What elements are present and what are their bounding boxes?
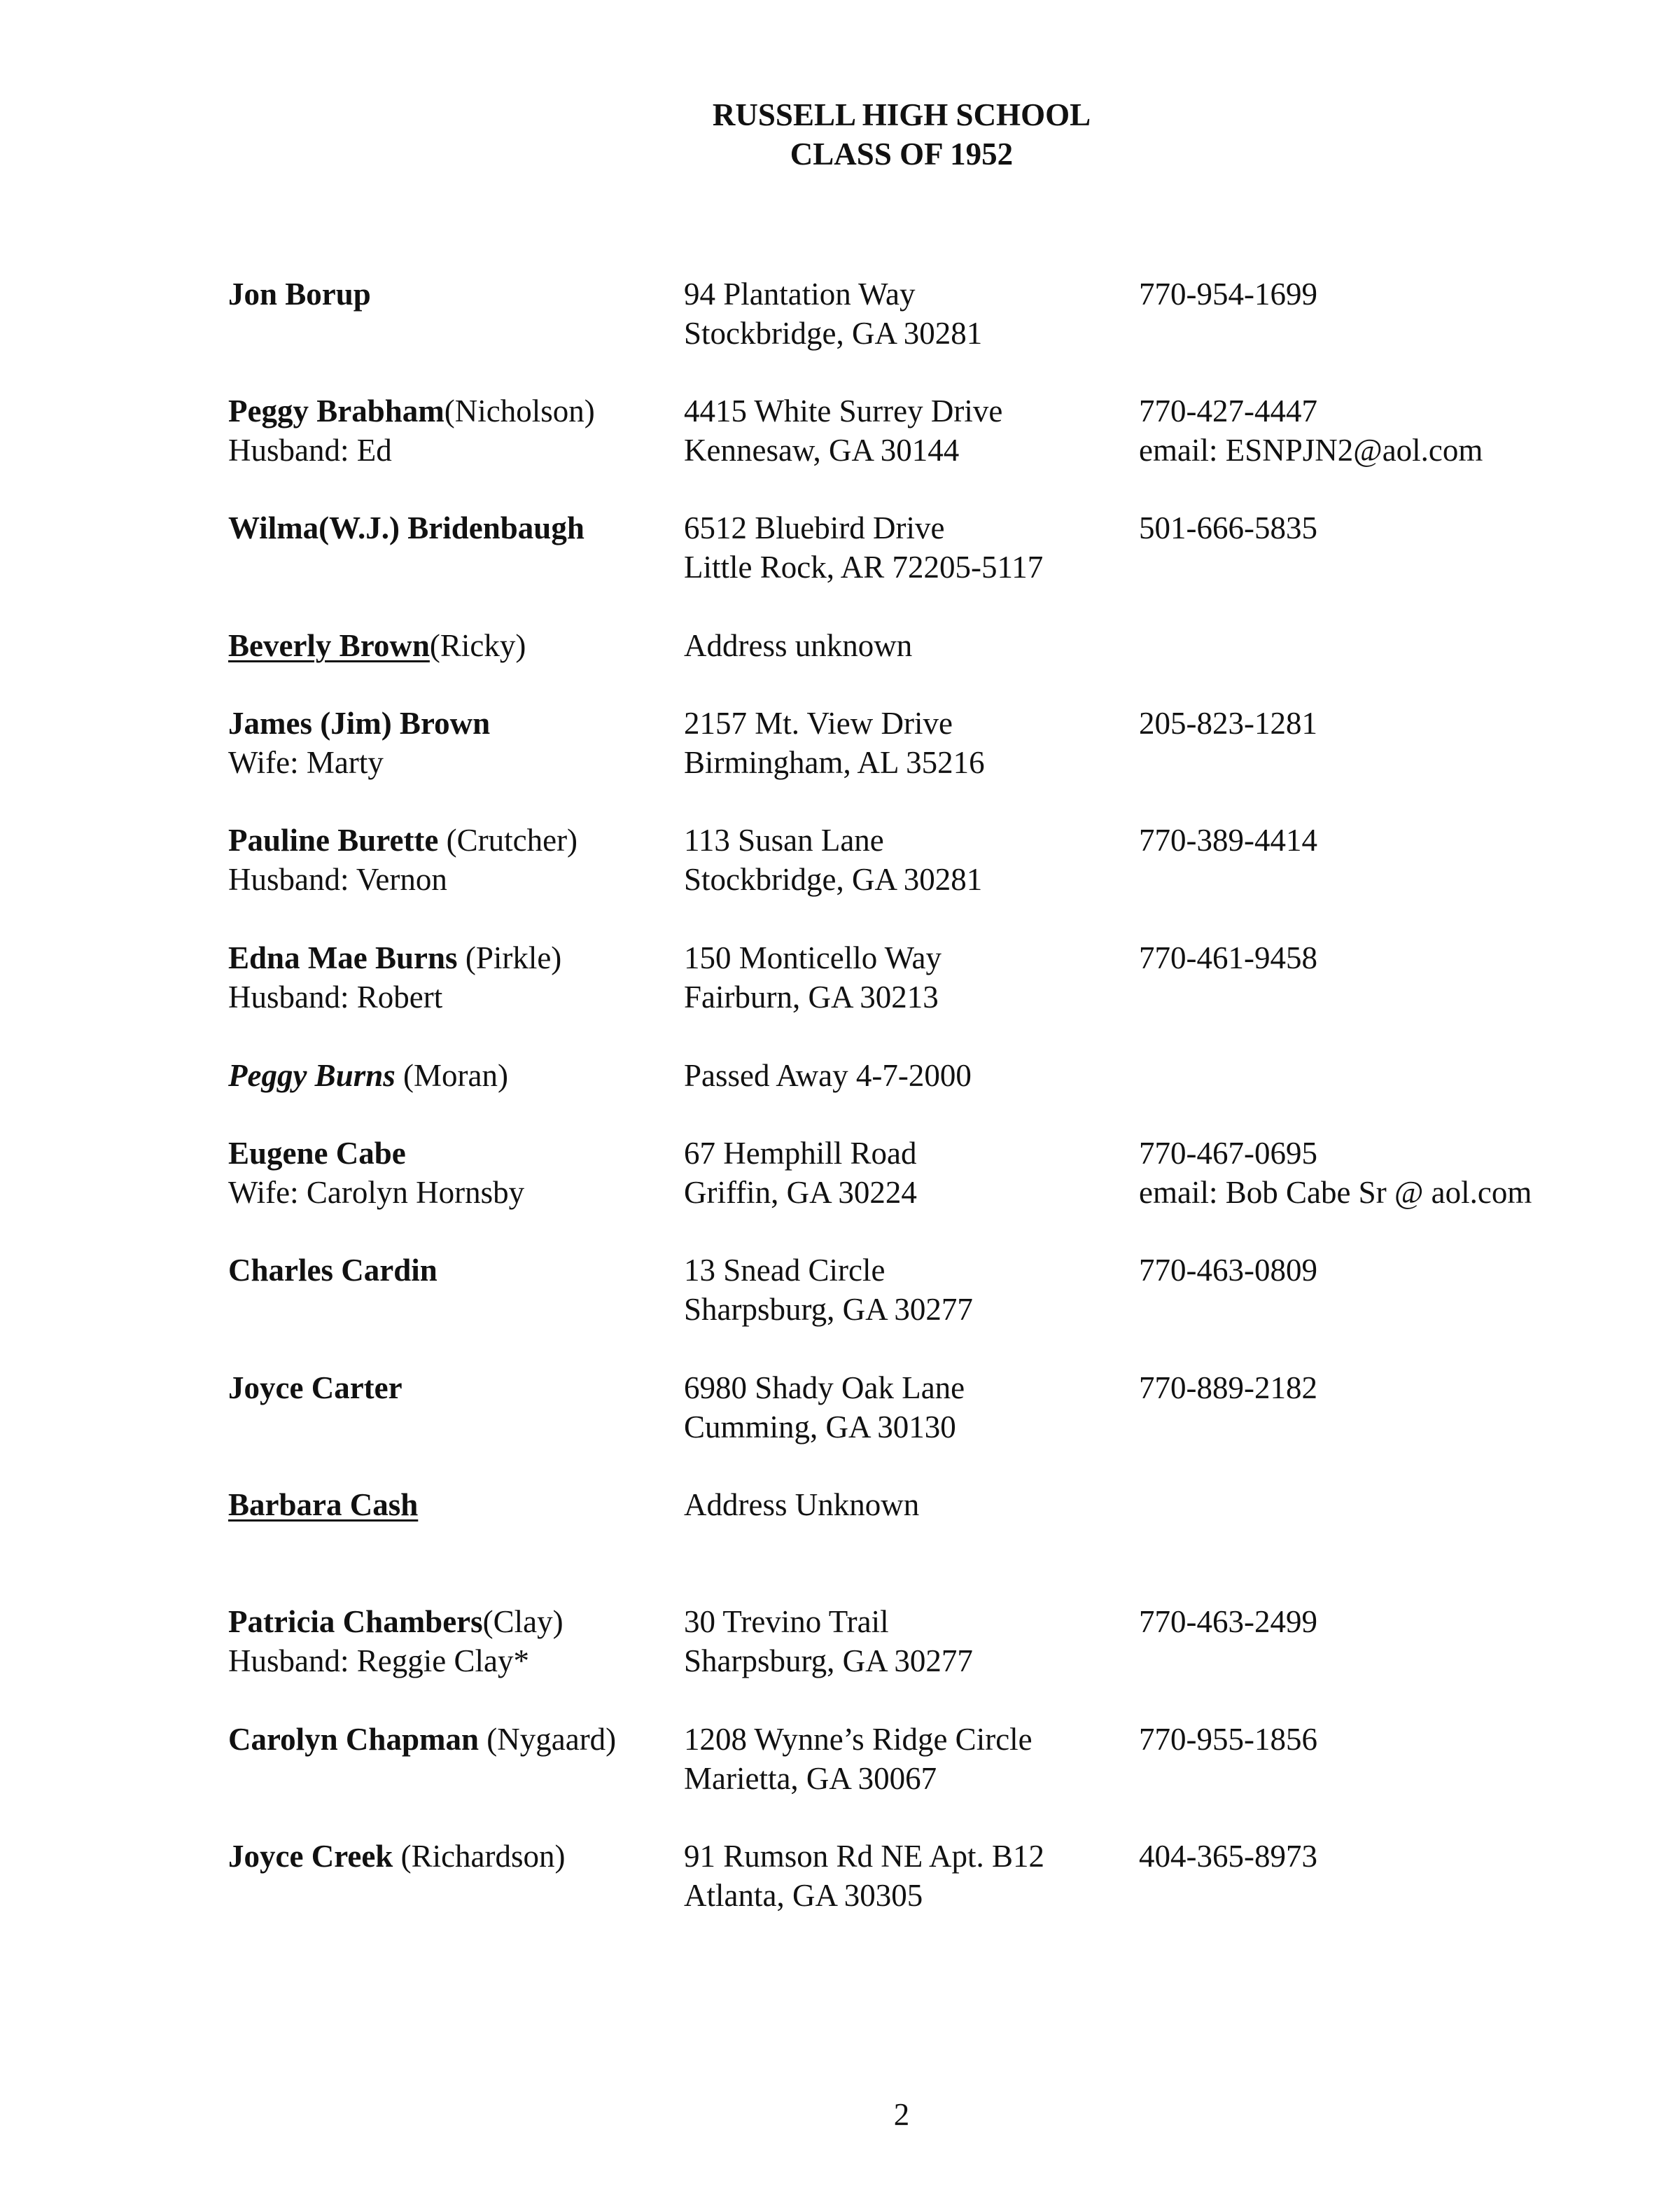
- street-address: Passed Away 4-7-2000: [684, 1058, 972, 1093]
- spouse-line: Wife: Carolyn Hornsby: [228, 1175, 525, 1210]
- person-name: Pauline Burette: [228, 823, 439, 858]
- city-state-zip: Marietta, GA 30067: [684, 1761, 937, 1796]
- address-column: [684, 274, 982, 353]
- maiden-or-nickname: (Pirkle): [465, 940, 562, 975]
- name-line: [228, 821, 578, 860]
- street-address: 6512 Bluebird Drive: [684, 510, 945, 545]
- street-address: 4415 White Surrey Drive: [684, 394, 1003, 429]
- contact-column: [1139, 391, 1483, 470]
- person-name: Jon Borup: [228, 277, 371, 312]
- contact-column: [1139, 821, 1317, 860]
- street-address: Address Unknown: [684, 1487, 920, 1522]
- name-line: [228, 508, 584, 548]
- person-name: Joyce Carter: [228, 1370, 402, 1405]
- city-state-zip: Griffin, GA 30224: [684, 1175, 917, 1210]
- name-line: [228, 1056, 508, 1095]
- city-state-zip: Stockbridge, GA 30281: [684, 862, 983, 897]
- name-line: [228, 1134, 524, 1173]
- phone-number: 404-365-8973: [1139, 1839, 1317, 1874]
- person-name: Patricia Chambers: [228, 1604, 483, 1639]
- person-name: Charles Cardin: [228, 1253, 438, 1288]
- contact-column: [1139, 1251, 1317, 1290]
- contact-column: [1139, 1837, 1317, 1876]
- address-column: [684, 1837, 1044, 1915]
- city-state-zip: Kennesaw, GA 30144: [684, 433, 960, 468]
- person-name: Edna Mae Burns: [228, 940, 458, 975]
- address-column: [684, 1056, 972, 1095]
- contact-column: [1139, 1134, 1532, 1212]
- street-address: 30 Trevino Trail: [684, 1604, 889, 1639]
- person-name: Eugene Cabe: [228, 1136, 406, 1171]
- maiden-or-nickname: (Crutcher): [446, 823, 578, 858]
- street-address: 6980 Shady Oak Lane: [684, 1370, 965, 1405]
- name-column: [228, 274, 371, 314]
- phone-number: 205-823-1281: [1139, 706, 1317, 741]
- street-address: 91 Rumson Rd NE Apt. B12: [684, 1839, 1045, 1874]
- city-state-zip: Fairburn, GA 30213: [684, 980, 939, 1015]
- person-name: Beverly Brown: [228, 628, 430, 663]
- name-line: [228, 938, 561, 977]
- address-column: [684, 391, 1002, 470]
- person-name: James (Jim) Brown: [228, 706, 491, 741]
- address-column: [684, 1485, 919, 1524]
- address-column: [684, 626, 912, 665]
- name-column: [228, 1602, 564, 1680]
- person-name: Joyce Creek: [228, 1839, 393, 1874]
- address-column: [684, 938, 941, 1017]
- street-address: 13 Snead Circle: [684, 1253, 886, 1288]
- name-line: [228, 1251, 438, 1290]
- address-column: [684, 1368, 965, 1447]
- city-state-zip: Sharpsburg, GA 30277: [684, 1292, 973, 1327]
- maiden-or-nickname: (Richardson): [400, 1839, 566, 1874]
- maiden-or-nickname: (Nicholson): [444, 394, 595, 429]
- maiden-or-nickname: (Nygaard): [486, 1722, 617, 1757]
- phone-number: 770-461-9458: [1139, 940, 1317, 975]
- name-column: [228, 1720, 616, 1759]
- name-column: [228, 626, 526, 665]
- maiden-or-nickname: (Clay): [482, 1604, 564, 1639]
- address-column: [684, 821, 982, 899]
- phone-number: 770-889-2182: [1139, 1370, 1317, 1405]
- person-name: Wilma(W.J.) Bridenbaugh: [228, 510, 584, 545]
- email-address: email: Bob Cabe Sr @ aol.com: [1139, 1175, 1532, 1210]
- city-state-zip: Stockbridge, GA 30281: [684, 316, 983, 351]
- name-column: [228, 391, 595, 470]
- person-name: Carolyn Chapman: [228, 1722, 479, 1757]
- page-number: 2: [893, 2097, 910, 2132]
- contact-column: [1139, 1602, 1317, 1641]
- school-title: RUSSELL HIGH SCHOOL: [712, 97, 1091, 132]
- city-state-zip: Birmingham, AL 35216: [684, 745, 985, 780]
- phone-number: 770-463-0809: [1139, 1253, 1317, 1288]
- contact-column: [1139, 274, 1317, 314]
- name-line: [228, 1720, 616, 1759]
- person-name: Barbara Cash: [228, 1487, 419, 1522]
- city-state-zip: Cumming, GA 30130: [684, 1409, 956, 1444]
- phone-number: 770-954-1699: [1139, 277, 1317, 312]
- phone-number: 501-666-5835: [1139, 510, 1317, 545]
- contact-column: [1139, 1368, 1317, 1407]
- street-address: 1208 Wynne’s Ridge Circle: [684, 1722, 1032, 1757]
- name-line: [228, 391, 595, 431]
- spouse-line: Husband: Reggie Clay*: [228, 1643, 529, 1678]
- maiden-or-nickname: (Ricky): [429, 628, 526, 663]
- address-column: [684, 1602, 973, 1680]
- name-column: [228, 1485, 418, 1524]
- address-column: [684, 1251, 973, 1329]
- name-line: [228, 1602, 564, 1641]
- address-column: [684, 1134, 917, 1212]
- name-column: [228, 704, 490, 782]
- name-column: [228, 1134, 524, 1212]
- street-address: 67 Hemphill Road: [684, 1136, 917, 1171]
- name-line: [228, 1485, 418, 1524]
- person-name: Peggy Burns: [228, 1058, 396, 1093]
- city-state-zip: Little Rock, AR 72205-5117: [684, 550, 1044, 585]
- address-column: [684, 1720, 1032, 1798]
- name-column: [228, 1056, 508, 1095]
- spouse-line: Wife: Marty: [228, 745, 384, 780]
- city-state-zip: Sharpsburg, GA 30277: [684, 1643, 973, 1678]
- name-line: [228, 1837, 566, 1876]
- address-column: [684, 508, 1043, 587]
- name-line: [228, 704, 490, 743]
- name-column: [228, 938, 561, 1017]
- phone-number: 770-427-4447: [1139, 394, 1317, 429]
- contact-column: [1139, 508, 1317, 548]
- name-column: [228, 1837, 566, 1876]
- spouse-line: Husband: Robert: [228, 980, 443, 1015]
- email-address: email: ESNPJN2@aol.com: [1139, 433, 1483, 468]
- street-address: 150 Monticello Way: [684, 940, 941, 975]
- phone-number: 770-463-2499: [1139, 1604, 1317, 1639]
- maiden-or-nickname: (Moran): [403, 1058, 508, 1093]
- spouse-line: Husband: Ed: [228, 433, 392, 468]
- name-column: [228, 821, 578, 899]
- name-column: [228, 1251, 438, 1290]
- name-line: [228, 1368, 402, 1407]
- spouse-line: Husband: Vernon: [228, 862, 447, 897]
- city-state-zip: Atlanta, GA 30305: [684, 1878, 923, 1913]
- street-address: 113 Susan Lane: [684, 823, 884, 858]
- phone-number: 770-955-1856: [1139, 1722, 1317, 1757]
- name-line: [228, 274, 371, 314]
- street-address: Address unknown: [684, 628, 913, 663]
- phone-number: 770-389-4414: [1139, 823, 1317, 858]
- class-year-title: CLASS OF 1952: [790, 137, 1014, 172]
- name-column: [228, 1368, 402, 1407]
- name-column: [228, 508, 584, 548]
- page-header: [0, 95, 1680, 174]
- street-address: 94 Plantation Way: [684, 277, 916, 312]
- person-name: Peggy Brabham: [228, 394, 444, 429]
- contact-column: [1139, 1720, 1317, 1759]
- street-address: 2157 Mt. View Drive: [684, 706, 953, 741]
- contact-column: [1139, 704, 1317, 743]
- address-column: [684, 704, 985, 782]
- phone-number: 770-467-0695: [1139, 1136, 1317, 1171]
- name-line: [228, 626, 526, 665]
- contact-column: [1139, 938, 1317, 977]
